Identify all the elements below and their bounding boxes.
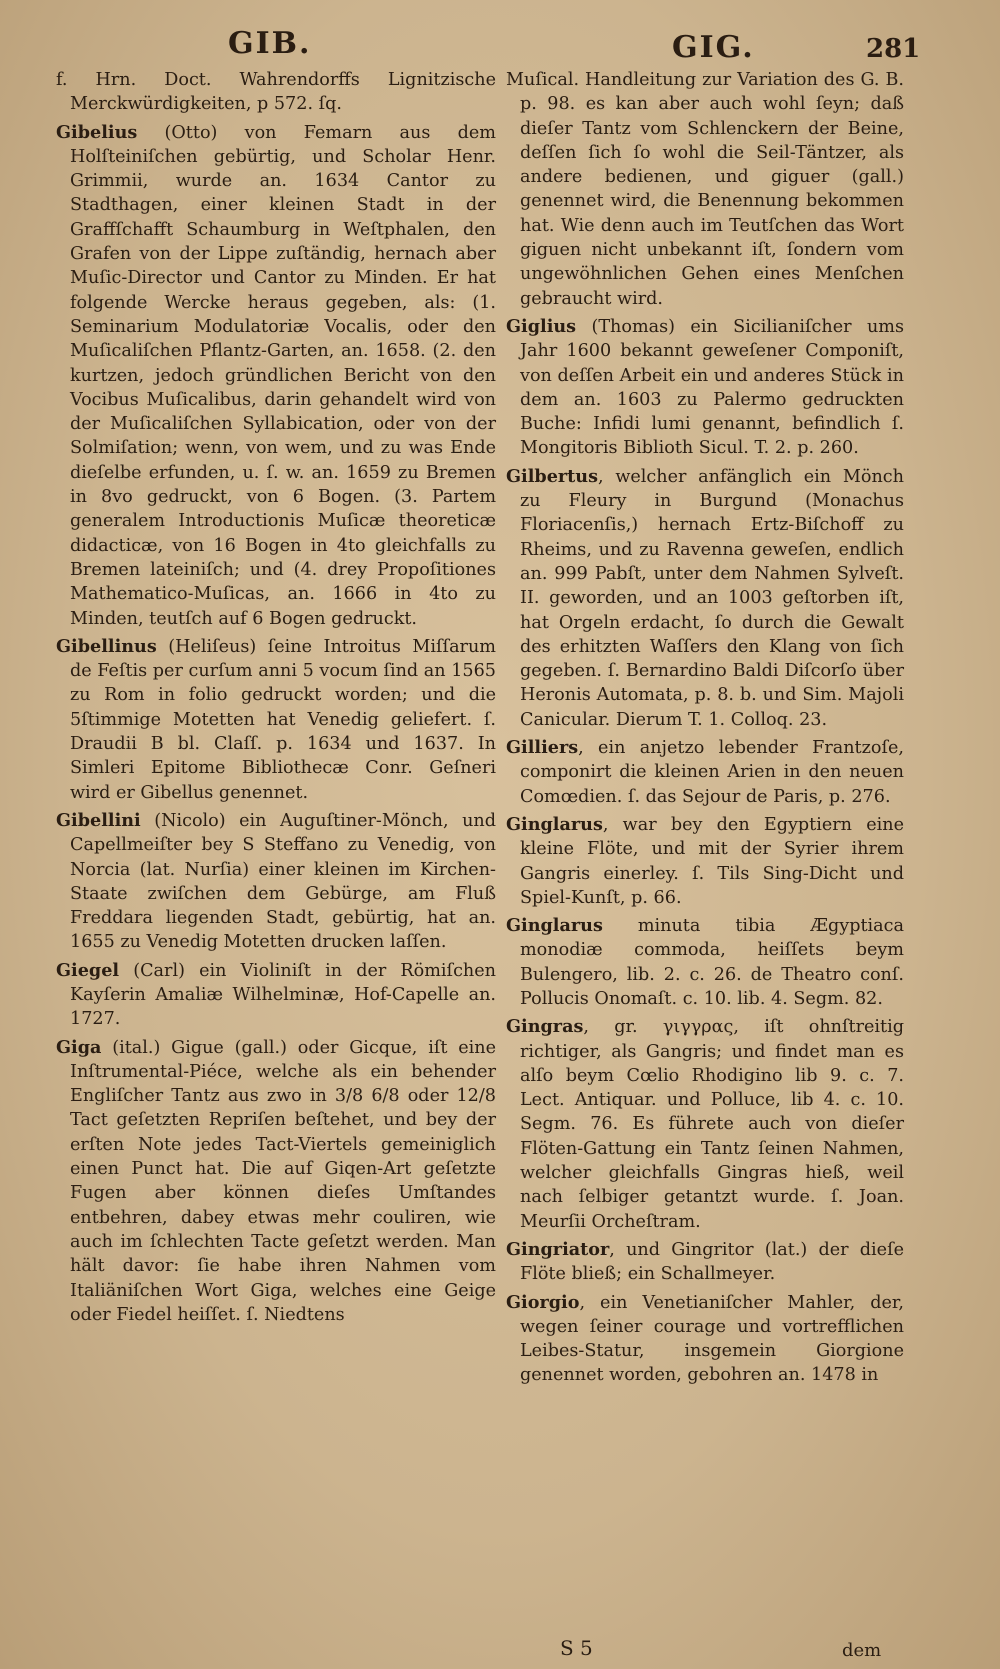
right-column xyxy=(506,68,904,1392)
entry-giglius: Giglius (Thomas) ein Sicilianiſcher ums Jahr 1600 bekannt geweſener Componiſt, von deſſen Arbeit ein und anderes Stück in dem an. 1603 zu Palermo gedruckten Buche: Infidi lumi genannt, befindlich ſ. Mongitoris Biblioth Sicul. T. 2. p. 260. xyxy=(506,315,904,459)
header-right-keyword: GIG. xyxy=(672,30,755,65)
running-header xyxy=(0,26,1000,66)
header-left-keyword: GIB. xyxy=(228,26,312,61)
entry-giegel: Giegel (Carl) ein Violiniſt in der Römiſchen Kayſerin Amaliæ Wilhelminæ, Hof-Capelle an. 1727. xyxy=(56,959,496,1030)
entry-continuation: f. Hrn. Doct. Wahrendorffs Lignitzische Merckwürdigkeiten, p 572. ſq. xyxy=(56,70,496,115)
entry-gilbertus: Gilbertus, welcher anfänglich ein Mönch zu Fleury in Burgund (Monachus Floriacenſis,) hernach Ertz-Biſchoff zu Rheims, und zu Ravenna geweſen, endlich an. 999 Pabſt, unter dem Nahmen Sylveſt. II. geworden, und an 1003 geſtorben iſt, hat Orgeln erdacht, ſo durch die Gewalt des erhitzten Waſſers den Klang von ſich gegeben. ſ. Bernardino Baldi Diſcorſo über Heronis Automata, p. 8. b. und Sim. Majoli Canicular. Dierum T. 1. Colloq. 23. xyxy=(506,465,904,730)
left-column xyxy=(56,68,496,1331)
entry-ginglarus: Ginglarus, war bey den Egyptiern eine kleine Flöte, und mit der Syrier ihrem Gangris einerley. ſ. Tils Sing-Dicht und Spiel-Kunſt, p. 66. xyxy=(506,813,904,908)
entry-gingriator: Gingriator, und Gingritor (lat.) der dieſe Flöte bließ; ein Schallmeyer. xyxy=(506,1238,904,1285)
entry-giga-continuation: Muſical. Handleitung zur Variation des G. B. p. 98. es kan aber auch wohl ſeyn; daß dieſer Tantz vom Schlenckern der Beine, deſſen ſich ſo wohl die Seil-Täntzer, als andere bedienen, und giguer (gall.) genennet wird, die Benennung bekommen hat. Wie denn auch im Teutſchen das Wort giguen nicht unbekannt iſt, ſondern vom ungewöhnlichen Gehen eines Menſchen gebraucht wird. xyxy=(506,70,904,309)
entry-giorgio: Giorgio, ein Venetianiſcher Mahler, der, wegen ſeiner courage und vortrefflichen Leibes-Statur, insgemein Giorgione genennet worden, gebohren an. 1478 in xyxy=(506,1291,904,1386)
signature-mark: S 5 xyxy=(560,1636,593,1660)
entry-ginglarus-latin: Ginglarus minuta tibia Ægyptiaca monodiæ commoda, heiſſets beym Bulengero, lib. 2. c. 26. de Theatro conſ. Pollucis Onomaſt. c. 10. lib. 4. Segm. 82. xyxy=(506,915,904,1009)
page-number: 281 xyxy=(866,34,921,64)
entry-giga: Giga (ital.) Gigue (gall.) oder Gicque, iſt eine Inſtrumental-Piéce, welche als ein behender Engliſcher Tantz aus zwo in 3/8 6/8 oder 12/8 Tact geſetzten Repriſen beſtehet, und bey der erſten Note jedes Tact-Viertels gemeiniglich einen Punct hat. Die auf Giqen-Art geſetzte Fugen aber können dieſes Umſtandes entbehren, dabey etwas mehr couliren, wie auch im ſchlechten Tacte geſetzt werden. Man hält davor: ſie habe ihren Nahmen vom Italiäniſchen Wort Giga, welches eine Geige oder Fiedel heiſſet. ſ. Niedtens xyxy=(56,1036,496,1325)
entry-gingras: Gingras, gr. γιγγρας, iſt ohnſtreitig richtiger, als Gangris; und findet man es alſo beym Cœlio Rhodigino lib 9. c. 7. Lect. Antiquar. und Polluce, lib 4. c. 10. Segm. 76. Es führete auch von dieſer Flöten-Gattung ein Tantz ſeinen Nahmen, welcher gleichfalls Gingras hieß, weil nach ſelbiger getantzt wurde. ſ. Joan. Meurſii Orcheſtram. xyxy=(506,1016,904,1232)
catchword: dem xyxy=(842,1640,882,1661)
entry-gibellini: Gibellini (Nicolo) ein Auguſtiner-Mönch, und Capellmeiſter bey S Steffano zu Venedig, von Norcia (lat. Nurſia) einer kleinen im Kirchen-Staate zwiſchen dem Gebürge, am Fluß Freddara liegenden Stadt, gebürtig, hat an. 1655 zu Venedig Motetten drucken laſſen. xyxy=(56,809,496,953)
entry-gilliers: Gilliers, ein anjetzo lebender Frantzoſe, componirt die kleinen Arien in den neuen Comœdien. ſ. das Sejour de Paris, p. 276. xyxy=(506,737,904,807)
entry-gibelius: Gibelius (Otto) von Femarn aus dem Holſteiniſchen gebürtig, und Scholar Henr. Grimmii, wurde an. 1634 Cantor zu Stadthagen, einer kleinen Stadt in der Graffſchafft Schaumburg in Weſtphalen, den Grafen von der Lippe zuſtändig, hernach aber Muſic-Director und Cantor zu Minden. Er hat folgende Wercke heraus gegeben, als: (1. Seminarium Modulatoriæ Vocalis, oder den Muſicaliſchen Pflantz-Garten, an. 1658. (2. den kurtzen, jedoch gründlichen Bericht von den Vocibus Muſicalibus, darin gehandelt wird von der Muſicaliſchen Syllabication, oder von der Solmiſation; wenn, von wem, und zu was Ende dieſelbe erfunden, u. ſ. w. an. 1659 zu Bremen in 8vo gedruckt, von 6 Bogen. (3. Partem generalem Introductionis Muſicæ theoreticæ didacticæ, von 16 Bogen in 4to gleichfalls zu Bremen lateiniſch; und (4. drey Propoſitiones Mathematico-Muſicas, an. 1666 in 4to zu Minden, teutſch auf 6 Bogen gedruckt. xyxy=(56,121,496,629)
entry-gibellinus: Gibellinus (Heliſeus) ſeine Introitus Miſſarum de Feſtis per curſum anni 5 vocum ſind an 1565 zu Rom in folio gedruckt worden; und die 5ſtimmige Motetten hat Venedig geliefert. ſ. Draudii B bl. Claſſ. p. 1634 und 1637. In Simleri Epitome Bibliothecæ Conr. Geſneri wird er Gibellus genennet. xyxy=(56,635,496,803)
